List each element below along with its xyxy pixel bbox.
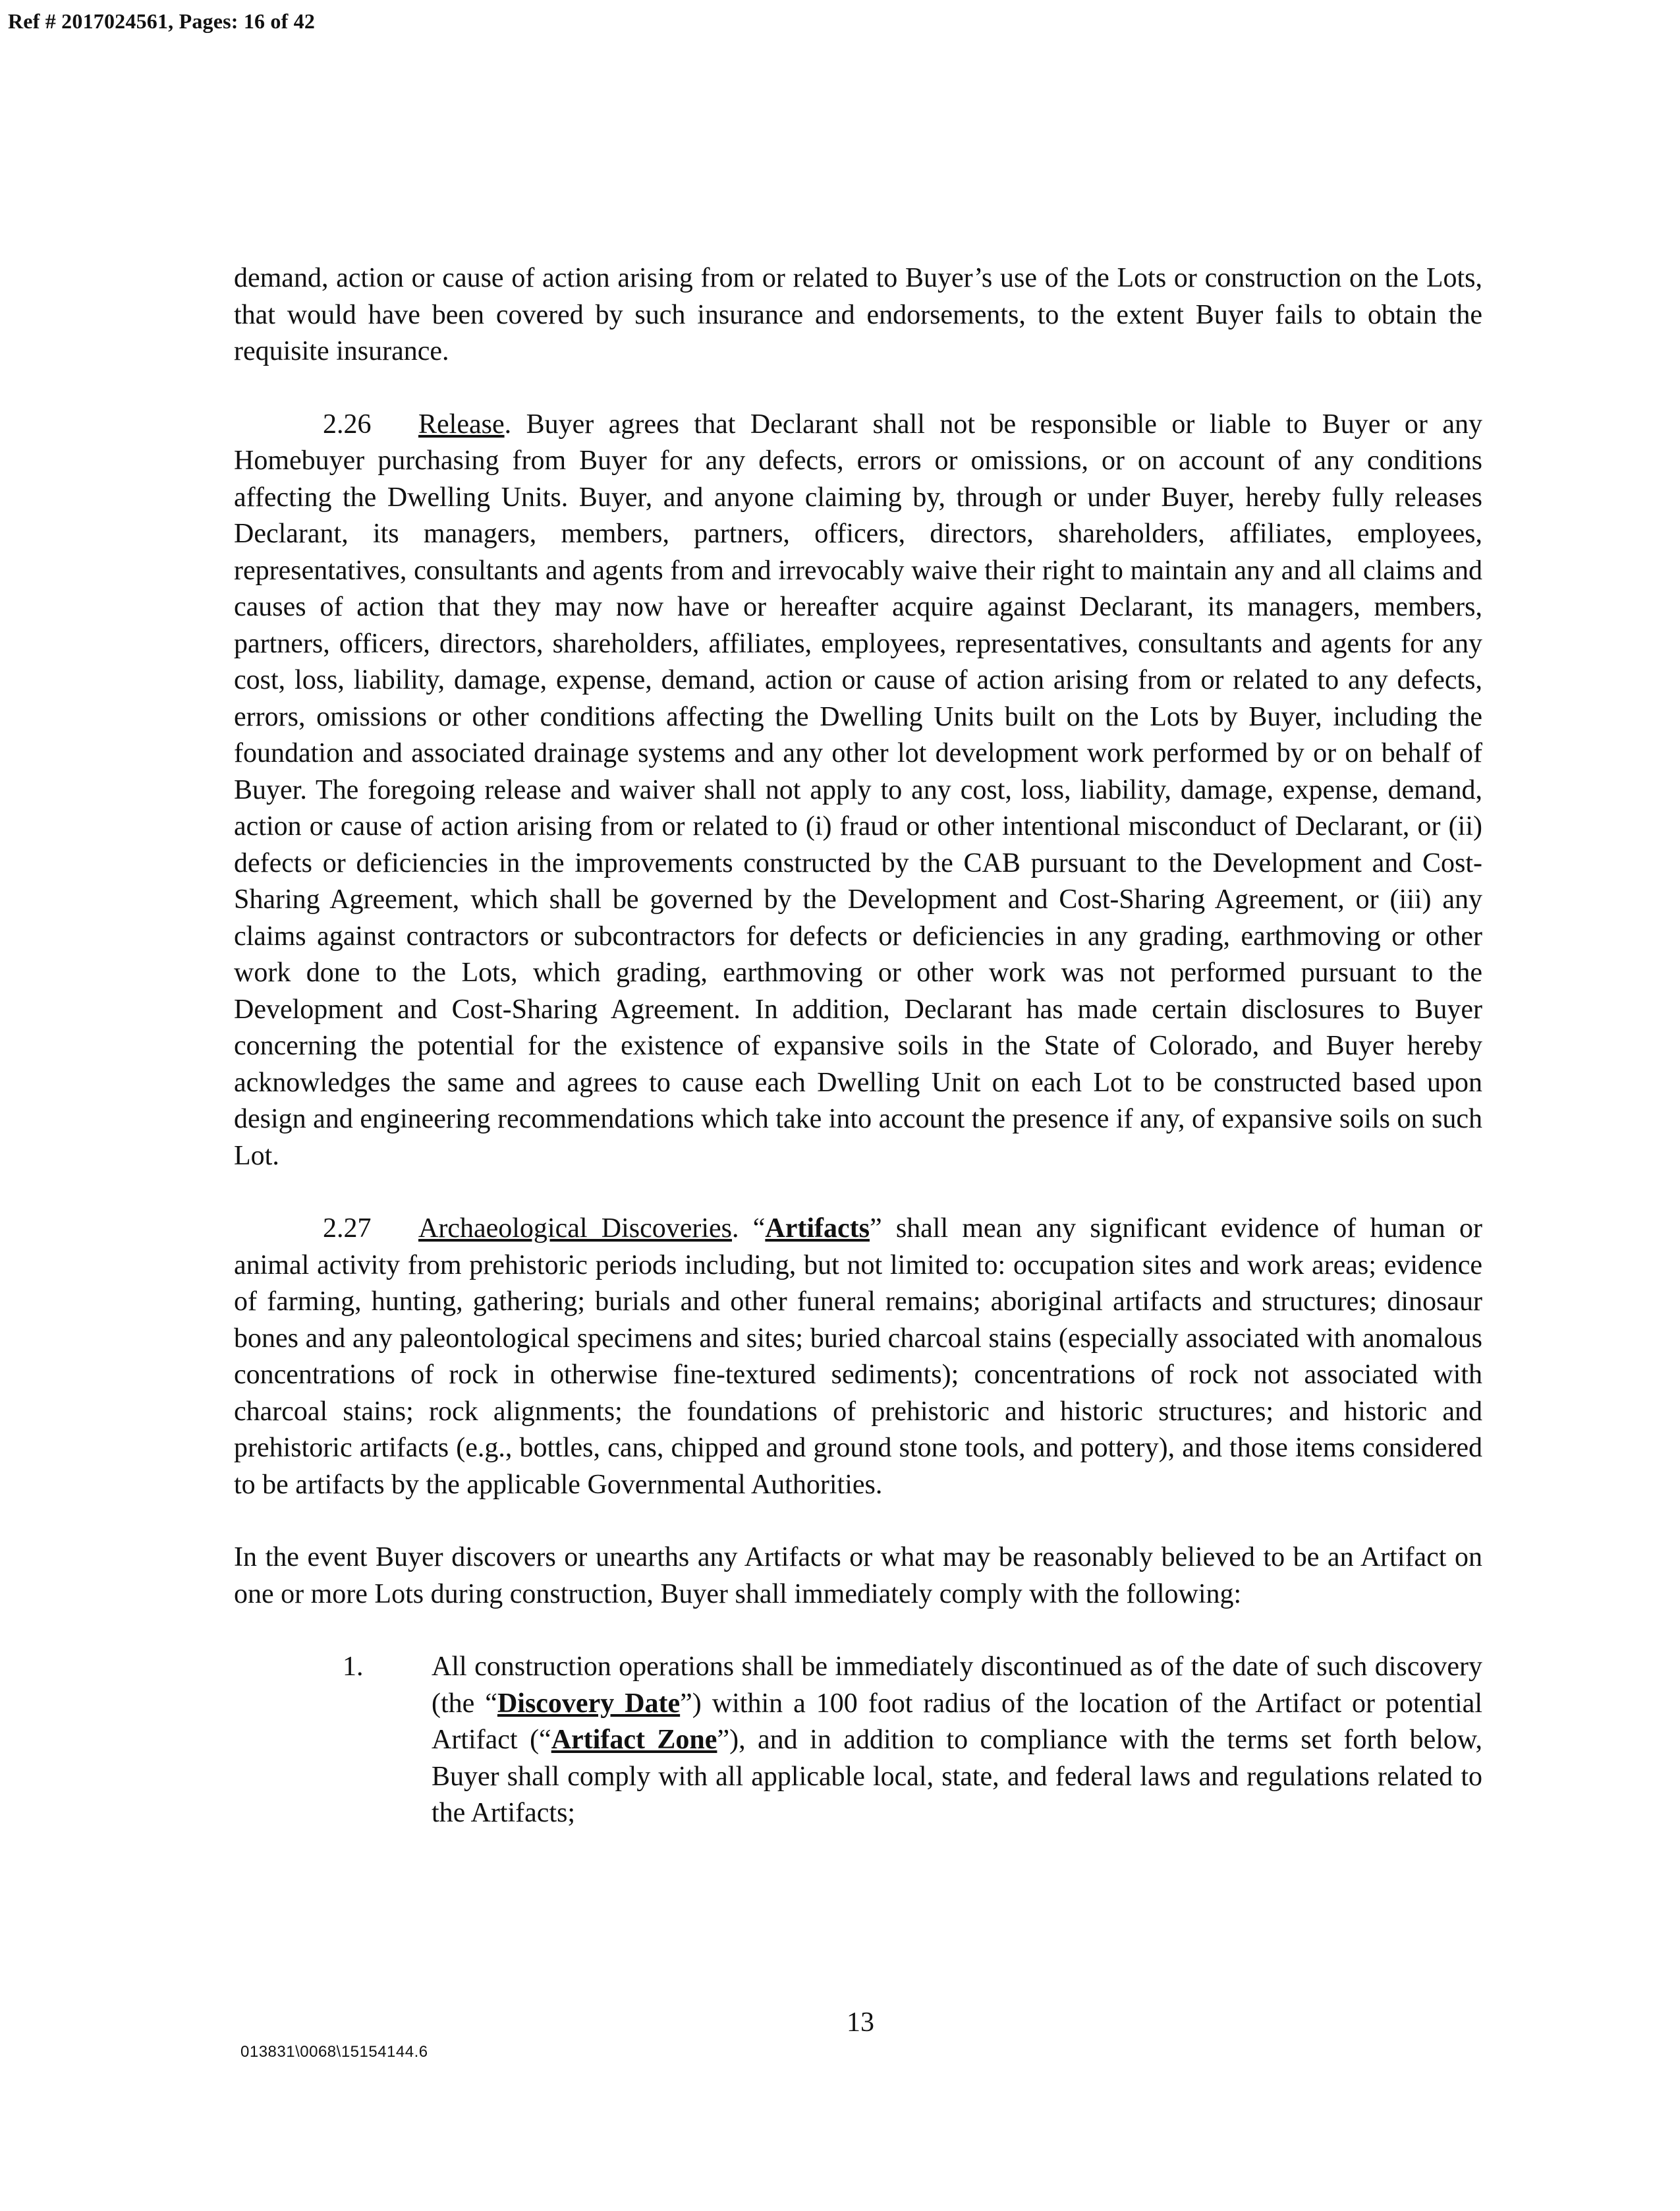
document-id: 013831\0068\15154144.6 — [240, 2043, 428, 2061]
list-item-1 — [234, 1649, 1482, 1832]
section-2-26-body: . Buyer agrees that Declarant shall not be responsible or liable to Buyer or any Homebuyer purchasing from Buyer for any defects, errors or omissions, or on account of any conditions affecting the Dwelling Units. Buyer, and anyone claiming by, through or under Buyer, hereby fully releases Declarant, its managers, members, partners, officers, directors, shareholders, affiliates, employees, representatives, consultants and agents from and irrevocably waive their right to maintain any and all claims and causes of action that they may now have or hereafter acquire against Declarant, its managers, members, partners, officers, directors, shareholders, affiliates, employees, representatives, consultants and agents for any cost, loss, liability, damage, expense, demand, action or cause of action arising from or related to any defects, errors, omissions or other conditions affecting the Dwelling Units built on the Lots by Buyer, including the foundation and associated drainage systems and any other lot development work performed by or on behalf of Buyer. The foregoing release and waiver shall not apply to any cost, loss, liability, damage, expense, demand, action or cause of action arising from or related to (i) fraud or other intentional misconduct of Declarant, or (ii) defects or deficiencies in the improvements constructed by the CAB pursuant to the Development and Cost-Sharing Agreement, which shall be governed by the Development and Cost-Sharing Agreement, or (iii) any claims against contractors or subcontractors for defects or deficiencies in any grading, earthmoving or other work done to the Lots, which grading, earthmoving or other work was not performed pursuant to the Development and Cost-Sharing Agreement. In addition, Declarant has made certain disclosures to Buyer concerning the potential for the existence of expansive soils in the State of Colorado, and Buyer hereby acknowledges the same and agrees to cause each Dwelling Unit on each Lot to be constructed based upon design and engineering recommendations which take into account the presence if any, of expansive soils on such Lot. — [234, 409, 1482, 1171]
list-item-1-part3: ”), and in addition to compliance with the terms set forth below, Buyer shall comply with all applicable local, state, and federal laws and regulations related to the Artifacts; — [432, 1725, 1482, 1828]
section-2-27-title: Archaeological Discoveries — [418, 1213, 733, 1244]
section-2-26-title: Release — [418, 409, 505, 440]
discovery-date-defined-term: Discovery Date — [497, 1688, 681, 1719]
section-2-27-number: 2.27 — [323, 1213, 372, 1244]
artifacts-defined-term: Artifacts — [765, 1213, 870, 1244]
reference-header: Ref # 2017024561, Pages: 16 of 42 — [8, 9, 316, 33]
artifact-zone-defined-term: Artifact Zone — [551, 1725, 717, 1755]
section-2-26-number: 2.26 — [323, 409, 372, 440]
document-body — [234, 260, 1482, 1832]
continuation-paragraph: demand, action or cause of action arising from or related to Buyer’s use of the Lots or construction on the Lots, that would have been covered by such insurance and endorsements, to the extent Buyer fails to obtain the requisite insurance. — [234, 263, 1482, 366]
section-2-27-body: ” shall mean any significant evidence of human or animal activity from prehistoric periods including, but not limited to: occupation sites and work areas; evidence of farming, hunting, gathering; burials and other funeral remains; aboriginal artifacts and structures; dinosaur bones and any paleontological specimens and sites; buried charcoal stains (especially associated with anomalous concentrations of rock in otherwise fine-textured sediments); concentrations of rock not associated with charcoal stains; rock alignments; the foundations of prehistoric and historic structures; and historic and prehistoric artifacts (e.g., bottles, cans, chipped and ground stone tools, and pottery), and those items considered to be artifacts by the applicable Governmental Authorities. — [234, 1213, 1482, 1500]
section-2-27-after-title: . “ — [732, 1213, 766, 1244]
page-number: 13 — [847, 2007, 874, 2038]
event-paragraph: In the event Buyer discovers or unearths any Artifacts or what may be reasonably believed to be an Artifact on one or more Lots during construction, Buyer shall immediately comply with the following: — [234, 1542, 1482, 1609]
list-item-1-part2: ”) within a 100 foot radius of the location of the Artifact or potential Artifact (“ — [432, 1688, 1482, 1755]
section-2-27 — [234, 1211, 1482, 1503]
list-item-1-number: 1. — [343, 1651, 364, 1682]
section-2-26 — [234, 407, 1482, 1175]
list-item-1-part1: All construction operations shall be immediately discontinued as of the date of such discovery (the “ — [432, 1651, 1482, 1719]
